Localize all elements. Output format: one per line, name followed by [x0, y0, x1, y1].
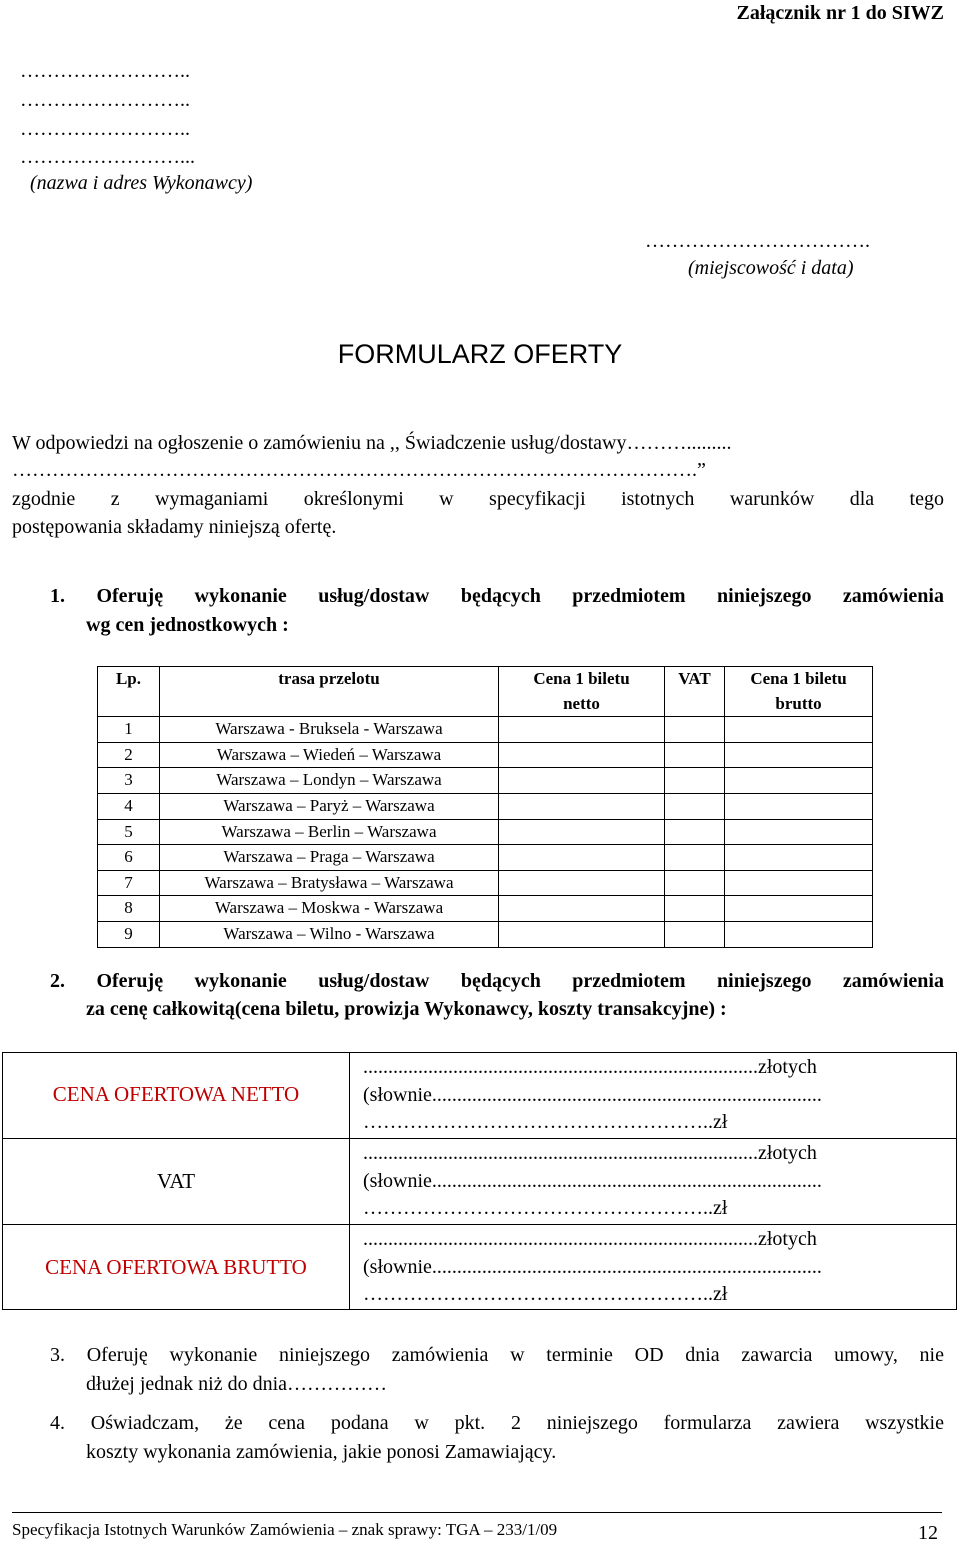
table-row: [98, 896, 873, 922]
row-vat: [665, 845, 725, 871]
contractor-dots-2: ……………………..: [20, 89, 190, 111]
place-date-caption: (miejscowość i data): [688, 257, 854, 279]
row-netto: [499, 793, 665, 819]
row-lp: 4: [98, 793, 160, 819]
row-brutto: [725, 921, 873, 947]
table-row: [98, 819, 873, 845]
row-vat: [665, 870, 725, 896]
contractor-dots-4: ……………………...: [20, 146, 195, 168]
intro-line-3: zgodnie z wymaganiami określonymi w specyfikacji istotnych warunków dla tego: [12, 488, 944, 510]
row-brutto: [725, 717, 873, 743]
section-4-line-2: koszty wykonania zamówienia, jakie ponosi Zamawiający.: [86, 1441, 557, 1463]
page-number: 12: [918, 1522, 938, 1544]
table-row: [98, 742, 873, 768]
label-brutto: CENA OFERTOWA BRUTTO: [45, 1255, 307, 1279]
section-3-line-1: 3. Oferuję wykonanie niniejszego zamówienia w terminie OD dnia zawarcia umowy, nie: [50, 1344, 944, 1366]
row-lp: 5: [98, 819, 160, 845]
row-vat: [665, 768, 725, 794]
price-table-rule-2: [3, 1224, 956, 1225]
row-lp: 8: [98, 896, 160, 922]
row-route: Warszawa – Berlin – Warszawa: [160, 819, 499, 845]
attachment-title: Załącznik nr 1 do SIWZ: [736, 2, 944, 24]
header-route: trasa przelotu: [160, 667, 499, 717]
price-table-rule-1: [3, 1138, 956, 1139]
row-brutto: [725, 845, 873, 871]
contractor-dots-1: ……………………..: [20, 60, 190, 82]
row-lp: 2: [98, 742, 160, 768]
row-vat: [665, 896, 725, 922]
section-4-line-1: 4. Oświadczam, że cena podana w pkt. 2 niniejszego formularza zawiera wszystkie: [50, 1412, 944, 1434]
row-netto: [499, 921, 665, 947]
netto-end-line: ……………………………………………..zł: [363, 1111, 728, 1133]
netto-amount-line: ...............................................................................złotych: [363, 1056, 817, 1078]
footer-text: Specyfikacja Istotnych Warunków Zamówienia – znak sprawy: TGA – 233/1/09: [12, 1520, 558, 1539]
table-row: [98, 870, 873, 896]
row-route: Warszawa – Moskwa - Warszawa: [160, 896, 499, 922]
row-route: Warszawa – Wilno - Warszawa: [160, 921, 499, 947]
row-brutto: [725, 819, 873, 845]
section-1-line-2: wg cen jednostkowych :: [86, 614, 289, 636]
row-vat: [665, 921, 725, 947]
section-3-line-2: dłużej jednak niż do dnia……………: [86, 1373, 388, 1395]
row-route: Warszawa – Paryż – Warszawa: [160, 793, 499, 819]
vat-end-line: ……………………………………………..zł: [363, 1197, 728, 1219]
row-brutto: [725, 793, 873, 819]
row-route: Warszawa – Londyn – Warszawa: [160, 768, 499, 794]
row-lp: 1: [98, 717, 160, 743]
rates-table-header: [98, 667, 873, 717]
row-brutto: [725, 896, 873, 922]
intro-line-2: ………………………………………………………………………………………….”: [12, 459, 706, 481]
table-row: [98, 768, 873, 794]
table-row: [98, 793, 873, 819]
row-route: Warszawa - Bruksela - Warszawa: [160, 717, 499, 743]
intro-line-1: W odpowiedzi na ogłoszenie o zamówieniu na ,, Świadczenie usług/dostawy……….........: [12, 432, 732, 454]
footer-rule: [12, 1512, 942, 1513]
row-netto: [499, 845, 665, 871]
table-row: [98, 717, 873, 743]
row-netto: [499, 768, 665, 794]
label-netto: CENA OFERTOWA NETTO: [52, 1082, 300, 1106]
intro-line-4: postępowania składamy niniejszą ofertę.: [12, 516, 337, 538]
price-table: [2, 1052, 957, 1310]
section-2-line-1: 2. Oferuję wykonanie usług/dostaw będących przedmiotem niniejszego zamówienia: [50, 970, 944, 992]
vat-amount-line: ...............................................................................złotych: [363, 1142, 817, 1164]
header-brutto: Cena 1 biletu brutto: [725, 667, 873, 717]
row-netto: [499, 819, 665, 845]
row-vat: [665, 742, 725, 768]
row-route: Warszawa – Praga – Warszawa: [160, 845, 499, 871]
row-lp: 3: [98, 768, 160, 794]
row-vat: [665, 717, 725, 743]
page-title: FORMULARZ OFERTY: [337, 339, 623, 369]
row-lp: 6: [98, 845, 160, 871]
brutto-words-line: (słownie..............................................................................: [363, 1256, 822, 1278]
section-2-line-2: za cenę całkowitą(cena biletu, prowizja Wykonawcy, koszty transakcyjne) :: [86, 998, 727, 1020]
row-vat: [665, 819, 725, 845]
row-netto: [499, 896, 665, 922]
label-vat: VAT: [156, 1169, 196, 1193]
row-brutto: [725, 870, 873, 896]
contractor-dots-3: ……………………..: [20, 118, 190, 140]
row-brutto: [725, 742, 873, 768]
header-lp: Lp.: [98, 667, 160, 717]
brutto-amount-line: ...............................................................................złotych: [363, 1228, 817, 1250]
vat-words-line: (słownie..............................................................................: [363, 1170, 822, 1192]
section-1-line-1: 1. Oferuję wykonanie usług/dostaw będących przedmiotem niniejszego zamówienia: [50, 585, 944, 607]
row-lp: 7: [98, 870, 160, 896]
netto-words-line: (słownie..............................................................................: [363, 1084, 822, 1106]
row-lp: 9: [98, 921, 160, 947]
row-vat: [665, 793, 725, 819]
header-vat: VAT: [665, 667, 725, 717]
place-date-dots: …………………………….: [645, 230, 870, 252]
row-brutto: [725, 768, 873, 794]
header-netto: Cena 1 biletu netto: [499, 667, 665, 717]
row-route: Warszawa – Bratysława – Warszawa: [160, 870, 499, 896]
brutto-end-line: ……………………………………………..zł: [363, 1283, 728, 1305]
row-netto: [499, 742, 665, 768]
row-netto: [499, 870, 665, 896]
table-row: [98, 921, 873, 947]
row-netto: [499, 717, 665, 743]
table-row: [98, 845, 873, 871]
price-table-divider: [349, 1053, 350, 1309]
row-route: Warszawa – Wiedeń – Warszawa: [160, 742, 499, 768]
rates-table: [97, 666, 873, 948]
contractor-caption: (nazwa i adres Wykonawcy): [30, 172, 253, 194]
